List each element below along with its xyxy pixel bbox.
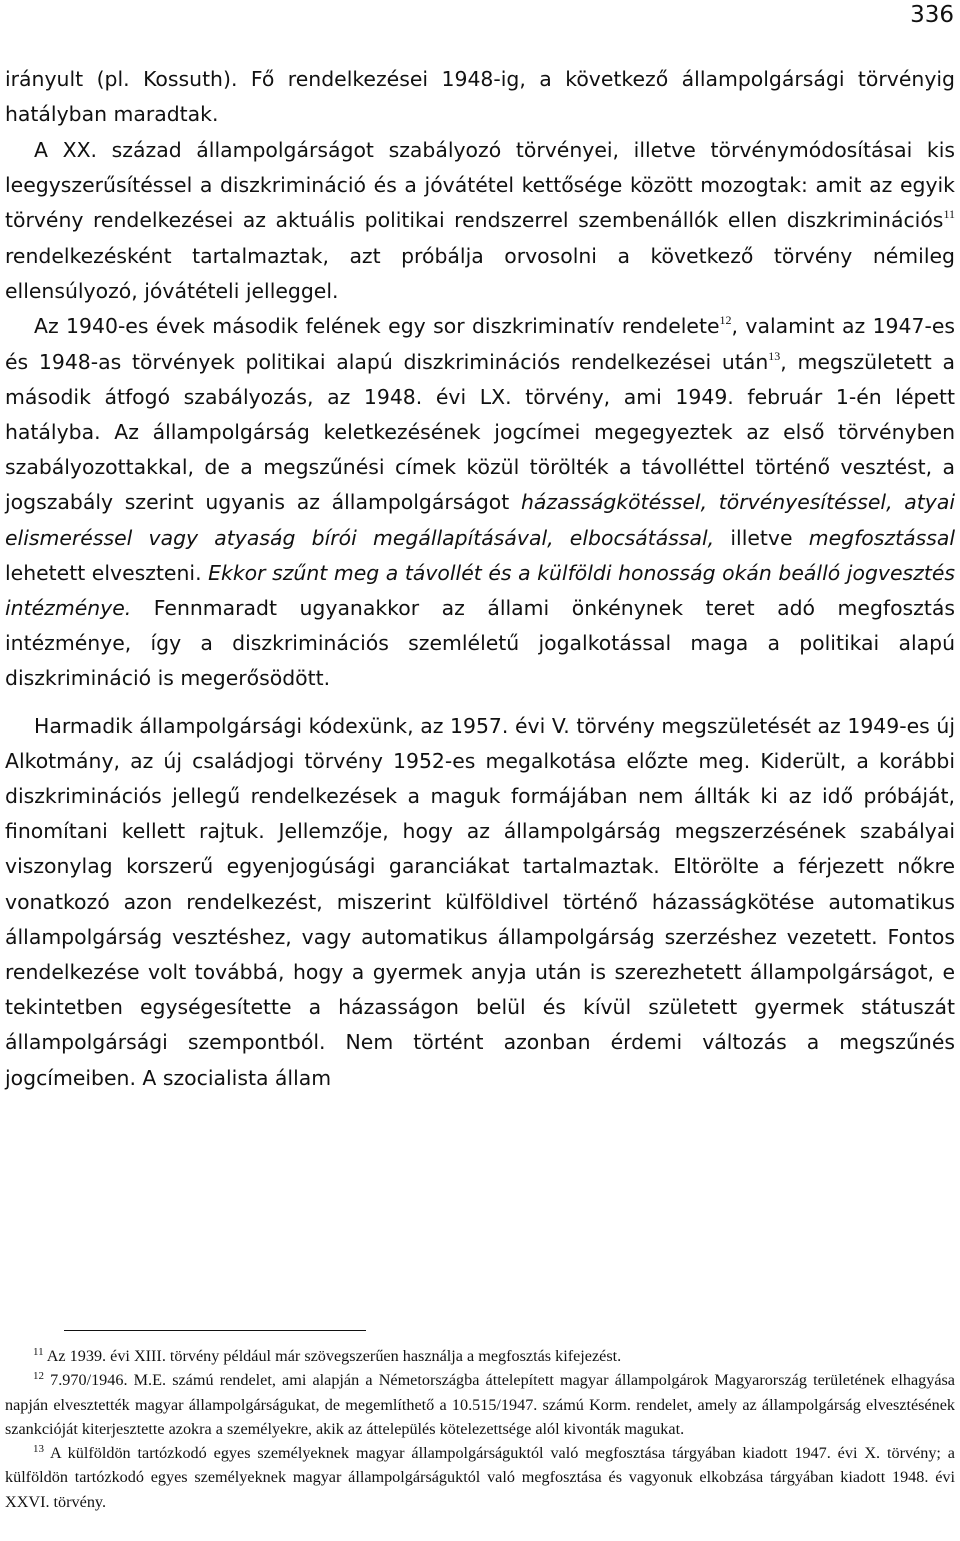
footnote-ref-12: 12: [719, 313, 732, 328]
paragraph-2: [5, 133, 955, 309]
footnote-number: 12: [33, 1370, 44, 1383]
paragraph-3-italic-1: házasságkötéssel, törvényesítéssel, atyai elismeréssel vagy atyaság bírói megállapításával, elbocsátással,: [5, 490, 955, 550]
paragraph-2-text: A XX. század állampolgárságot szabályozó törvényei, illetve törvénymódosításai kis leegyszerűsítéssel a diszkrimináció és a jóvátétel kettősége között mozogtak: amit az egyik törvény rendelkezései az aktuális politikai rendszerrel szembenállók ellen diszkriminációs: [5, 137, 955, 233]
footnote-text: 7.970/1946. M.E. számú rendelet, ami alapján a Németországba áttelepített magyar állampolgárok Magyarország területének elhagyása napján elvesztették magyar állampolgárságukat, de megemlíthető a 10.515/1947. számú Korm. rendelet, amely az állampolgárság elvesztésének szankcióját kiterjesztette azokra a személyekre, akik az áttelepülés kötelezettsége alól kivonták magukat.: [5, 1371, 955, 1438]
paragraph-2-tail: rendelkezésként tartalmaztak, azt próbálja orvosolni a következő törvény némileg ellensúlyozó, jóvátételi jelleggel.: [5, 243, 955, 303]
paragraph-3-part-c: , megszületett a második átfogó szabályozás, az 1948. évi LX. törvény, ami 1949. február 1-én lépett hatályba. Az állampolgárság keletkezésének jogcímei megegyeztek az első törvényben szabályozottakkal, de a megszűnési címek közül törölték a távolléttel történő vesztést, a jogszabály szerint ugyanis az állampolgárságot: [5, 349, 956, 515]
footnote-11: [5, 1344, 955, 1368]
footnote-12: [5, 1368, 955, 1441]
paragraph-3-part-d: illetve: [714, 525, 809, 550]
footnote-number: 11: [33, 1346, 44, 1358]
paragraph-3-italic-3: Ekkor szűnt meg a távollét és a külföldi honosság okán beálló jogvesztés intézménye.: [5, 560, 955, 621]
footnote-ref-13: 13: [768, 348, 781, 363]
paragraph-1: irányult (pl. Kossuth). Fő rendelkezései 1948-ig, a következő állampolgársági törvényig hatályban maradtak.: [5, 67, 955, 127]
paragraph-3-part-f: Fennmaradt ugyanakkor az állami önkénynek teret adó megfosztás intézménye, így a diszkriminációs szemléletű jogalkotással maga a politikai alapú diszkrimináció is megerősödött.: [5, 596, 955, 691]
footnote-text: A külföldön tartózkodó egyes személyeknek magyar állampolgárságuktól való megfosztása tárgyában kiadott 1947. évi X. törvény; a külföldön tartózkodó egyes személyeknek magyar állampolgárságuktól való megfosztása és vagyonuk elkobzása tárgyában kiadott 1948. évi XXVI. törvény.: [5, 1444, 955, 1511]
paragraph-3-part-e: lehetett elveszteni.: [5, 560, 209, 585]
page-number: 336: [910, 2, 954, 28]
footnote-13: [5, 1441, 955, 1514]
paragraph-3-part-a: Az 1940-es évek második felének egy sor diszkriminatív rendelete: [34, 314, 720, 339]
footnote-text: Az 1939. évi XIII. törvény például már szövegszerűen használja a megfosztás kifejezést.: [43, 1347, 622, 1365]
paragraph-4: Harmadik állampolgársági kódexünk, az 1957. évi V. törvény megszületését az 1949-es új Alkotmány, az új családjogi törvény 1952-es megalkotása előzte meg. Kiderült, a korábbi diszkriminációs jellegű rendelkezések a maguk formájában nem állták ki az idő próbáját, finomítani kellett rajtuk. Jellemzője, hogy az állampolgárság megszerzésének szabályai viszonylag korszerű egyenjogúsági garanciákat tartalmaztak. Eltörölte a férjezett nőkre vonatkozó azon rendelkezést, miszerint külföldivel történő házasságkötése automatikus állampolgárság vesztéshez, vagy automatikus állampolgárság szerzéshez vezetett. Fontos rendelkezése volt továbbá, hogy a gyermek anyja után is szerezhetett állampolgárságot, e tekintetben egységesítette a házasságon belül és kívül született gyermek státuszát állampolgársági szempontból. Nem történt azonban érdemi változás a megszűnés jogcímeiben. A szocialista állam: [5, 713, 955, 1090]
footnote-ref-11: 11: [943, 207, 955, 222]
body-text: [5, 62, 955, 1096]
paragraph-3-italic-2: megfosztással: [808, 525, 955, 550]
footnote-number: 13: [33, 1443, 44, 1456]
paragraph-3: [5, 309, 955, 696]
footnote-separator: [64, 1330, 366, 1331]
paragraph-3-part-b: , valamint az 1947-es és 1948-as törvények politikai alapú diszkriminációs rendelkezései után: [5, 314, 955, 374]
footnotes: [5, 1344, 955, 1514]
